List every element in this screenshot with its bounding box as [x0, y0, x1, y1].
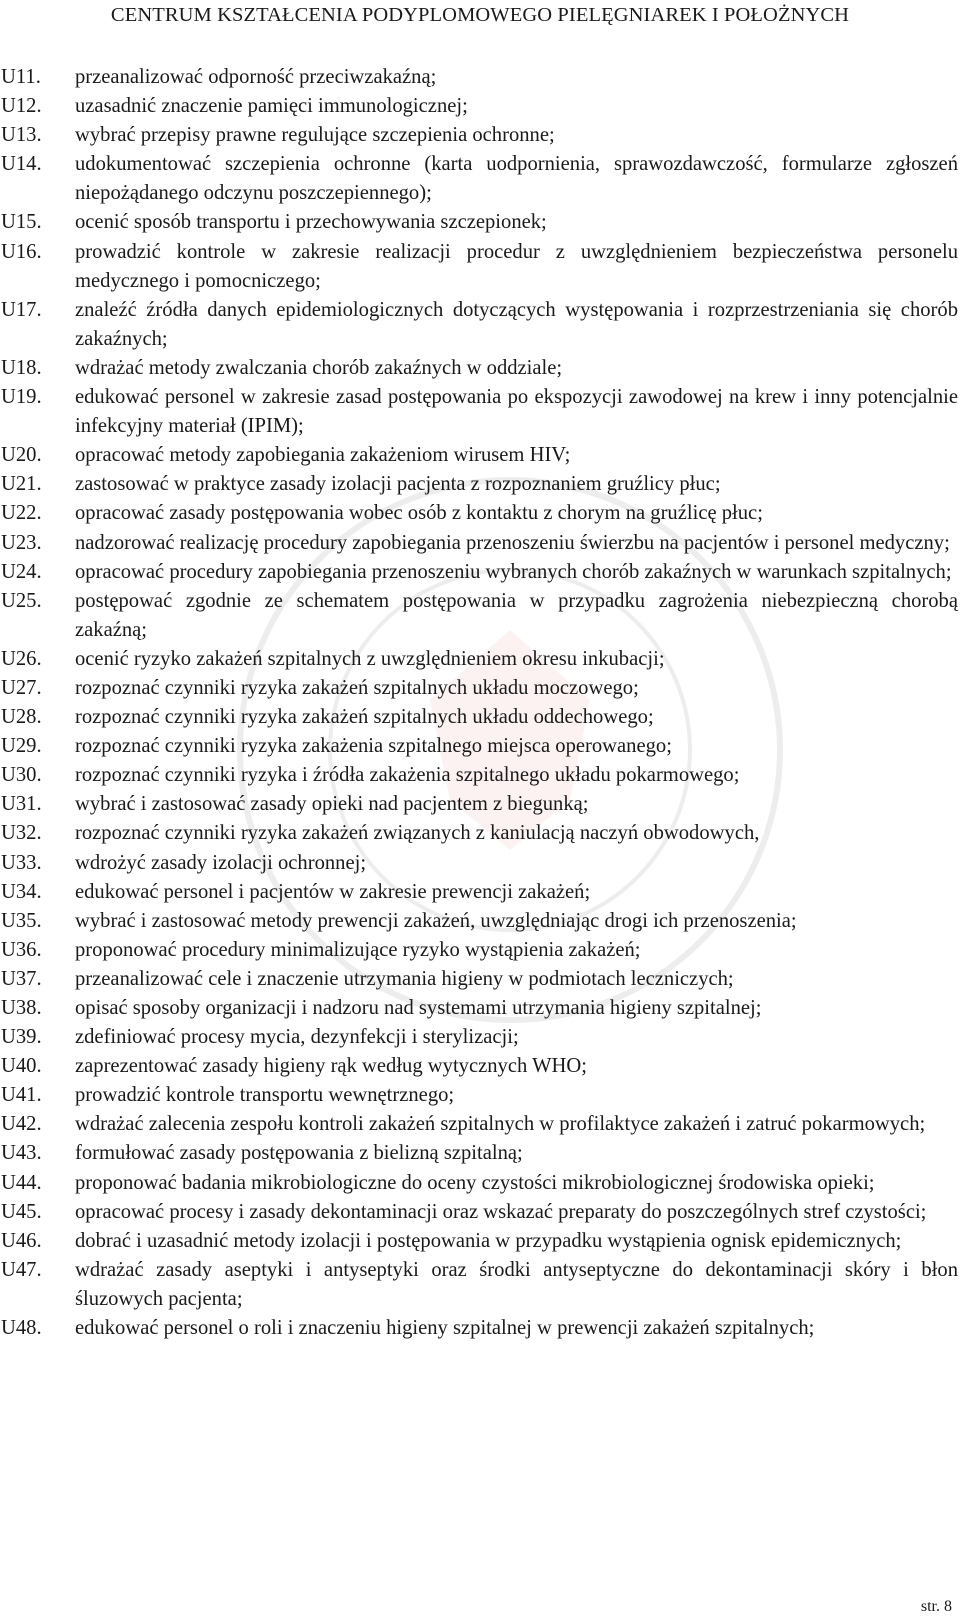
list-item [0, 470, 958, 499]
item-code: U17. [1, 298, 42, 321]
item-text: opracować metody zapobiegania zakażeniom wirusem HIV; [75, 444, 571, 467]
list-item [0, 645, 958, 674]
item-text: nadzorować realizację procedury zapobiegania przenoszeniu świerzbu na pacjentów i personel medyczny; [75, 531, 950, 554]
list-item [0, 296, 958, 354]
list-item [0, 761, 958, 790]
list-item [0, 1052, 958, 1081]
list-item [0, 1227, 958, 1256]
item-text: wybrać przepisy prawne regulujące szczepienia ochronne; [75, 124, 555, 147]
item-code: U26. [1, 647, 42, 670]
item-code: U31. [1, 793, 42, 816]
list-item [0, 92, 958, 121]
item-text: rozpoznać czynniki ryzyka zakażeń związanych z kaniulacją naczyń obwodowych, [75, 822, 760, 845]
list-item [0, 121, 958, 150]
item-code: U19. [1, 386, 42, 409]
item-code: U13. [1, 124, 42, 147]
list-item [0, 208, 958, 237]
item-text: postępować zgodnie ze schematem postępowania w przypadku zagrożenia niebezpieczną chorobą zakaźną; [75, 589, 958, 641]
item-text: opracować procedury zapobiegania przenoszeniu wybranych chorób zakaźnych w warunkach szpitalnych; [75, 560, 952, 583]
item-code: U16. [1, 240, 42, 263]
item-text: formułować zasady postępowania z bielizną szpitalną; [75, 1142, 523, 1165]
list-item [0, 1198, 958, 1227]
item-text: prowadzić kontrole transportu wewnętrznego; [75, 1084, 455, 1107]
list-item [0, 1169, 958, 1198]
item-text: przeanalizować cele i znaczenie utrzymania higieny w podmiotach leczniczych; [75, 967, 734, 990]
item-code: U18. [1, 356, 42, 379]
list-item [0, 703, 958, 732]
item-text: edukować personel o roli i znaczeniu higieny szpitalnej w prewencji zakażeń szpitalnych; [75, 1317, 815, 1340]
list-item [0, 529, 958, 558]
item-text: wdrażać zasady aseptyki i antyseptyki oraz środki antyseptyczne do dekontaminacji skóry i błon śluzowych pacjenta; [75, 1258, 958, 1310]
item-code: U22. [1, 502, 42, 525]
item-text: rozpoznać czynniki ryzyka zakażeń szpitalnych układu oddechowego; [75, 706, 654, 729]
list-item [0, 674, 958, 703]
list-item [0, 587, 958, 645]
list-item [0, 965, 958, 994]
item-text: edukować personel w zakresie zasad postępowania po ekspozycji zawodowej na krew i inny potencjalnie infekcyjny materiał (IPIM); [75, 386, 958, 438]
item-code: U42. [1, 1113, 42, 1136]
list-item [0, 819, 958, 848]
item-code: U21. [1, 473, 42, 496]
list-item [0, 1081, 958, 1110]
item-text: wdrażać zalecenia zespołu kontroli zakażeń szpitalnych w profilaktyce zakażeń i zatruć pokarmowych; [75, 1113, 926, 1136]
list-item [0, 558, 958, 587]
item-text: proponować badania mikrobiologiczne do oceny czystości mikrobiologicznej środowiska opieki; [75, 1171, 875, 1194]
item-code: U44. [1, 1171, 42, 1194]
list-item [0, 1023, 958, 1052]
item-code: U29. [1, 735, 42, 758]
list-item [0, 238, 958, 296]
item-code: U36. [1, 938, 42, 961]
item-code: U47. [1, 1258, 42, 1281]
item-text: zaprezentować zasady higieny rąk według wytycznych WHO; [75, 1055, 587, 1078]
item-text: wdrożyć zasady izolacji ochronnej; [75, 851, 367, 874]
item-code: U40. [1, 1055, 42, 1078]
item-text: rozpoznać czynniki ryzyka zakażeń szpitalnych układu moczowego; [75, 676, 639, 699]
item-code: U20. [1, 444, 42, 467]
item-code: U23. [1, 531, 42, 554]
list-item [0, 907, 958, 936]
list-item [0, 354, 958, 383]
item-code: U15. [1, 211, 42, 234]
item-text: przeanalizować odporność przeciwzakaźną; [75, 66, 437, 88]
list-item [0, 878, 958, 907]
item-code: U33. [1, 851, 42, 874]
item-text: opracować procesy i zasady dekontaminacji oraz wskazać preparaty do poszczególnych stref czystości; [75, 1200, 927, 1223]
item-code: U34. [1, 880, 42, 903]
list-item [0, 441, 958, 470]
item-text: opisać sposoby organizacji i nadzoru nad systemami utrzymania higieny szpitalnej; [75, 997, 762, 1019]
item-code: U11. [1, 66, 41, 88]
item-text: edukować personel i pacjentów w zakresie prewencji zakażeń; [75, 880, 591, 903]
item-text: wybrać i zastosować zasady opieki nad pacjentem z biegunką; [75, 793, 589, 816]
list-item [0, 849, 958, 878]
item-text: proponować procedury minimalizujące ryzyko wystąpienia zakażeń; [75, 938, 641, 961]
learning-outcomes-list [0, 63, 958, 1343]
item-code: U39. [1, 1026, 42, 1049]
item-code: U35. [1, 909, 42, 932]
item-code: U43. [1, 1142, 42, 1165]
item-code: U28. [1, 706, 42, 729]
item-text: ocenić sposób transportu i przechowywania szczepionek; [75, 211, 547, 234]
list-item [0, 790, 958, 819]
item-text: prowadzić kontrole w zakresie realizacji procedur z uwzględnieniem bezpieczeństwa personelu medycznego i pomocniczego; [75, 240, 958, 292]
item-text: zdefiniować procesy mycia, dezynfekcji i sterylizacji; [75, 1026, 519, 1049]
list-item [0, 150, 958, 208]
list-item [0, 63, 958, 92]
list-item [0, 499, 958, 528]
item-code: U38. [1, 997, 42, 1019]
item-text: wybrać i zastosować metody prewencji zakażeń, uwzględniając drogi ich przenoszenia; [75, 909, 797, 932]
item-text: ocenić ryzyko zakażeń szpitalnych z uwzględnieniem okresu inkubacji; [75, 647, 665, 670]
item-text: znaleźć źródła danych epidemiologicznych dotyczących występowania i rozprzestrzeniania się chorób zakaźnych; [75, 298, 958, 350]
item-code: U41. [1, 1084, 42, 1107]
item-text: opracować zasady postępowania wobec osób z kontaktu z chorym na gruźlicę płuc; [75, 502, 763, 525]
page-number: str. 8 [920, 1598, 952, 1615]
item-text: rozpoznać czynniki ryzyka i źródła zakażenia szpitalnego układu pokarmowego; [75, 764, 740, 787]
list-item [0, 1256, 958, 1314]
item-text: dobrać i uzasadnić metody izolacji i postępowania w przypadku wystąpienia ognisk epidemicznych; [75, 1229, 902, 1252]
item-code: U14. [1, 153, 42, 176]
item-text: rozpoznać czynniki ryzyka zakażenia szpitalnego miejsca operowanego; [75, 735, 672, 758]
list-item [0, 994, 958, 1023]
item-code: U46. [1, 1229, 42, 1252]
item-code: U27. [1, 676, 42, 699]
list-item [0, 732, 958, 761]
item-code: U24. [1, 560, 42, 583]
item-code: U30. [1, 764, 42, 787]
item-code: U32. [1, 822, 42, 845]
list-item [0, 1110, 958, 1139]
list-item [0, 1314, 958, 1343]
list-item [0, 383, 958, 441]
item-text: uzasadnić znaczenie pamięci immunologicznej; [75, 95, 468, 118]
item-code: U48. [1, 1317, 42, 1340]
item-text: wdrażać metody zwalczania chorób zakaźnych w oddziale; [75, 356, 563, 379]
item-code: U45. [1, 1200, 42, 1223]
page-header: CENTRUM KSZTAŁCENIA PODYPLOMOWEGO PIELĘGNIAREK I POŁOŻNYCH [110, 4, 850, 26]
list-item [0, 1139, 958, 1168]
item-text: udokumentować szczepienia ochronne (karta uodpornienia, sprawozdawczość, formularze zgłoszeń niepożądanego odczynu poszczepiennego); [75, 153, 958, 205]
list-item [0, 936, 958, 965]
item-code: U25. [1, 589, 42, 612]
item-code: U12. [1, 95, 42, 118]
item-text: zastosować w praktyce zasady izolacji pacjenta z rozpoznaniem gruźlicy płuc; [75, 473, 721, 496]
item-code: U37. [1, 967, 42, 990]
